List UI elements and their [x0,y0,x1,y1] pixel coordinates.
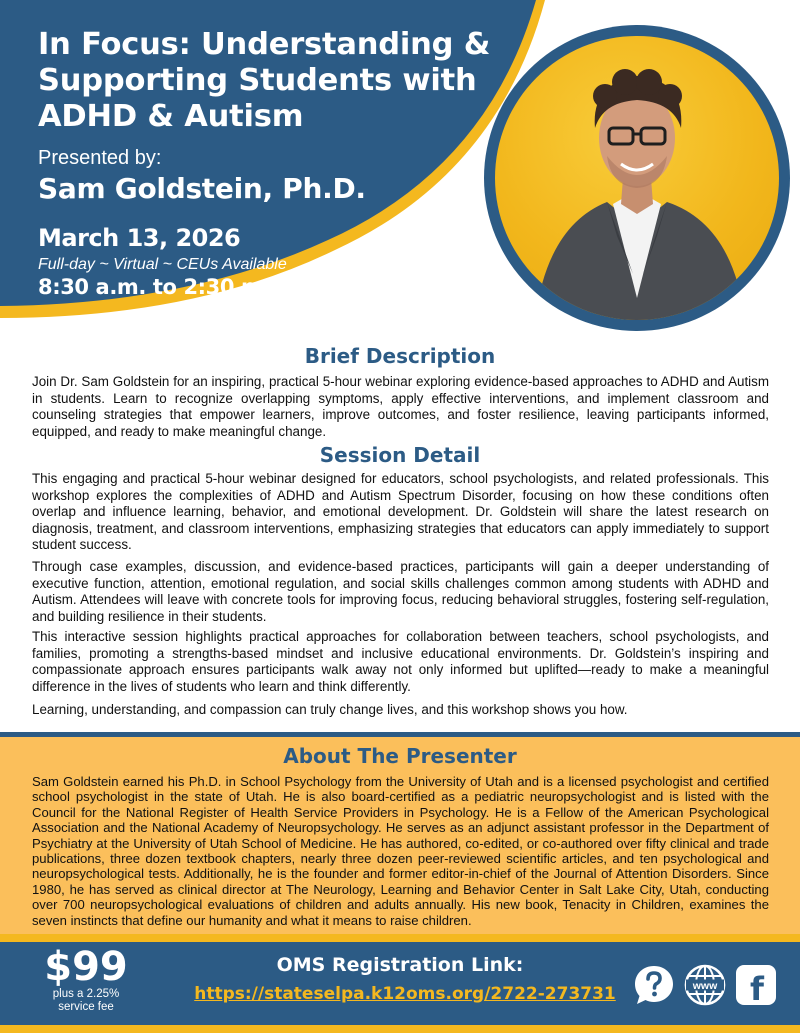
question-icon[interactable] [633,964,675,1006]
session-paragraph-4: Learning, understanding, and compassion can truly change lives, and this workshop shows you how. [32,702,628,717]
event-format: Full-day ~ Virtual ~ CEUs Available [38,256,287,273]
event-title: In Focus: Understanding & Supporting Students with ADHD & Autism [38,27,491,134]
about-top-bar [0,732,800,737]
about-presenter-heading: About The Presenter [283,744,517,768]
facebook-letter: f [750,970,764,1006]
www-label: www [692,980,718,992]
globe-www-icon[interactable] [684,964,726,1006]
footer-bottom-stripe [0,1025,800,1033]
presented-by-label: Presented by: [38,147,162,169]
brief-description-text: Join Dr. Sam Goldstein for an inspiring, practical 5-hour webinar exploring evidence-based approaches to ADHD and Autism in students. Learn to recognize overlapping symptoms, apply effective interventions, and implement classroom and counseling strategies that empower learners, improve outcomes, and foster resilience, leaving participants informed, equipped, and ready to make meaningful change. [32,374,769,439]
about-presenter-section [0,732,800,934]
brief-description-heading: Brief Description [304,344,496,368]
session-paragraph-3: This interactive session highlights practical approaches for collaboration between teachers, school psychologists, and families, promoting a strengths-based mindset and inclusive educational environments. Dr. Goldstein’s inspiring and compassionate approach ensures participants walk away not only informed but uplifted—ready to make a meaningful difference in the lives of students who learn and think differently. [32,629,769,694]
presenter-photo [495,36,779,320]
footer-top-stripe [0,934,800,942]
footer [0,934,800,1033]
about-presenter-text: Sam Goldstein earned his Ph.D. in School Psychology from the University of Utah and is a licensed psychologist and certified school psychologist in the state of Utah. He is also board-certified as a pediatric neuropsychologist and is listed with the Council for the National Register of Health Service Providers in Psychology. He is a Fellow of the American Psychological Association and the National Academy of Neuropsychology. He serves as an adjunct assistant professor in the Department of Psychiatry at the University of Utah School of Medicine. He has authored, co-edited, or co-authored over fifty clinical and trade publications, three dozen textbook chapters, nearly three dozen peer-reviewed scientific articles, and ten psychological and neuropsychological tests. Additionally, he is the founder and former editor-in-chief of the Journal of Attention Disorders. Since 1980, he has served as clinical director at The Neurology, Learning and Behavior Center in Salt Lake City, Utah, conducting over 700 neuropsychological evaluations of children and adults annually. His new book, Tenacity in Children, examines the seven instincts that define our humanity and what it means to raise children. [32,774,769,928]
header-banner [0,0,800,340]
price-note: plus a 2.25% service fee [52,988,120,1013]
facebook-icon[interactable] [735,964,777,1006]
event-time: 8:30 a.m. to 2:30 p.m. [38,275,293,299]
session-detail-heading: Session Detail [319,443,481,467]
event-date: March 13, 2026 [38,224,241,252]
session-paragraph-2: Through case examples, discussion, and evidence-based practices, participants will gain a deeper understanding of executive function, attention, emotional regulation, and social skills challenges common among students with ADHD and Autism. Attendees will leave with concrete tools for improving focus, reducing behavioral struggles, fostering self-regulation, and building resilience in their students. [32,559,769,624]
price: $99 [44,944,128,990]
session-paragraph-1: This engaging and practical 5-hour webinar designed for educators, school psychologists, and related professionals. This workshop explores the complexities of ADHD and Autism Spectrum Disorder, focusing on how these conditions often overlap and influence learning, behavior, and emotional development. Dr. Goldstein will share the latest research on diagnosis, treatment, and classroom interventions, emphasizing strategies that educators can apply immediately to support student success. [32,471,769,552]
registration-link[interactable]: https://stateselpa.k12oms.org/2722-273731 [194,984,616,1004]
presenter-name: Sam Goldstein, Ph.D. [38,172,366,205]
registration-label: OMS Registration Link: [276,954,524,976]
